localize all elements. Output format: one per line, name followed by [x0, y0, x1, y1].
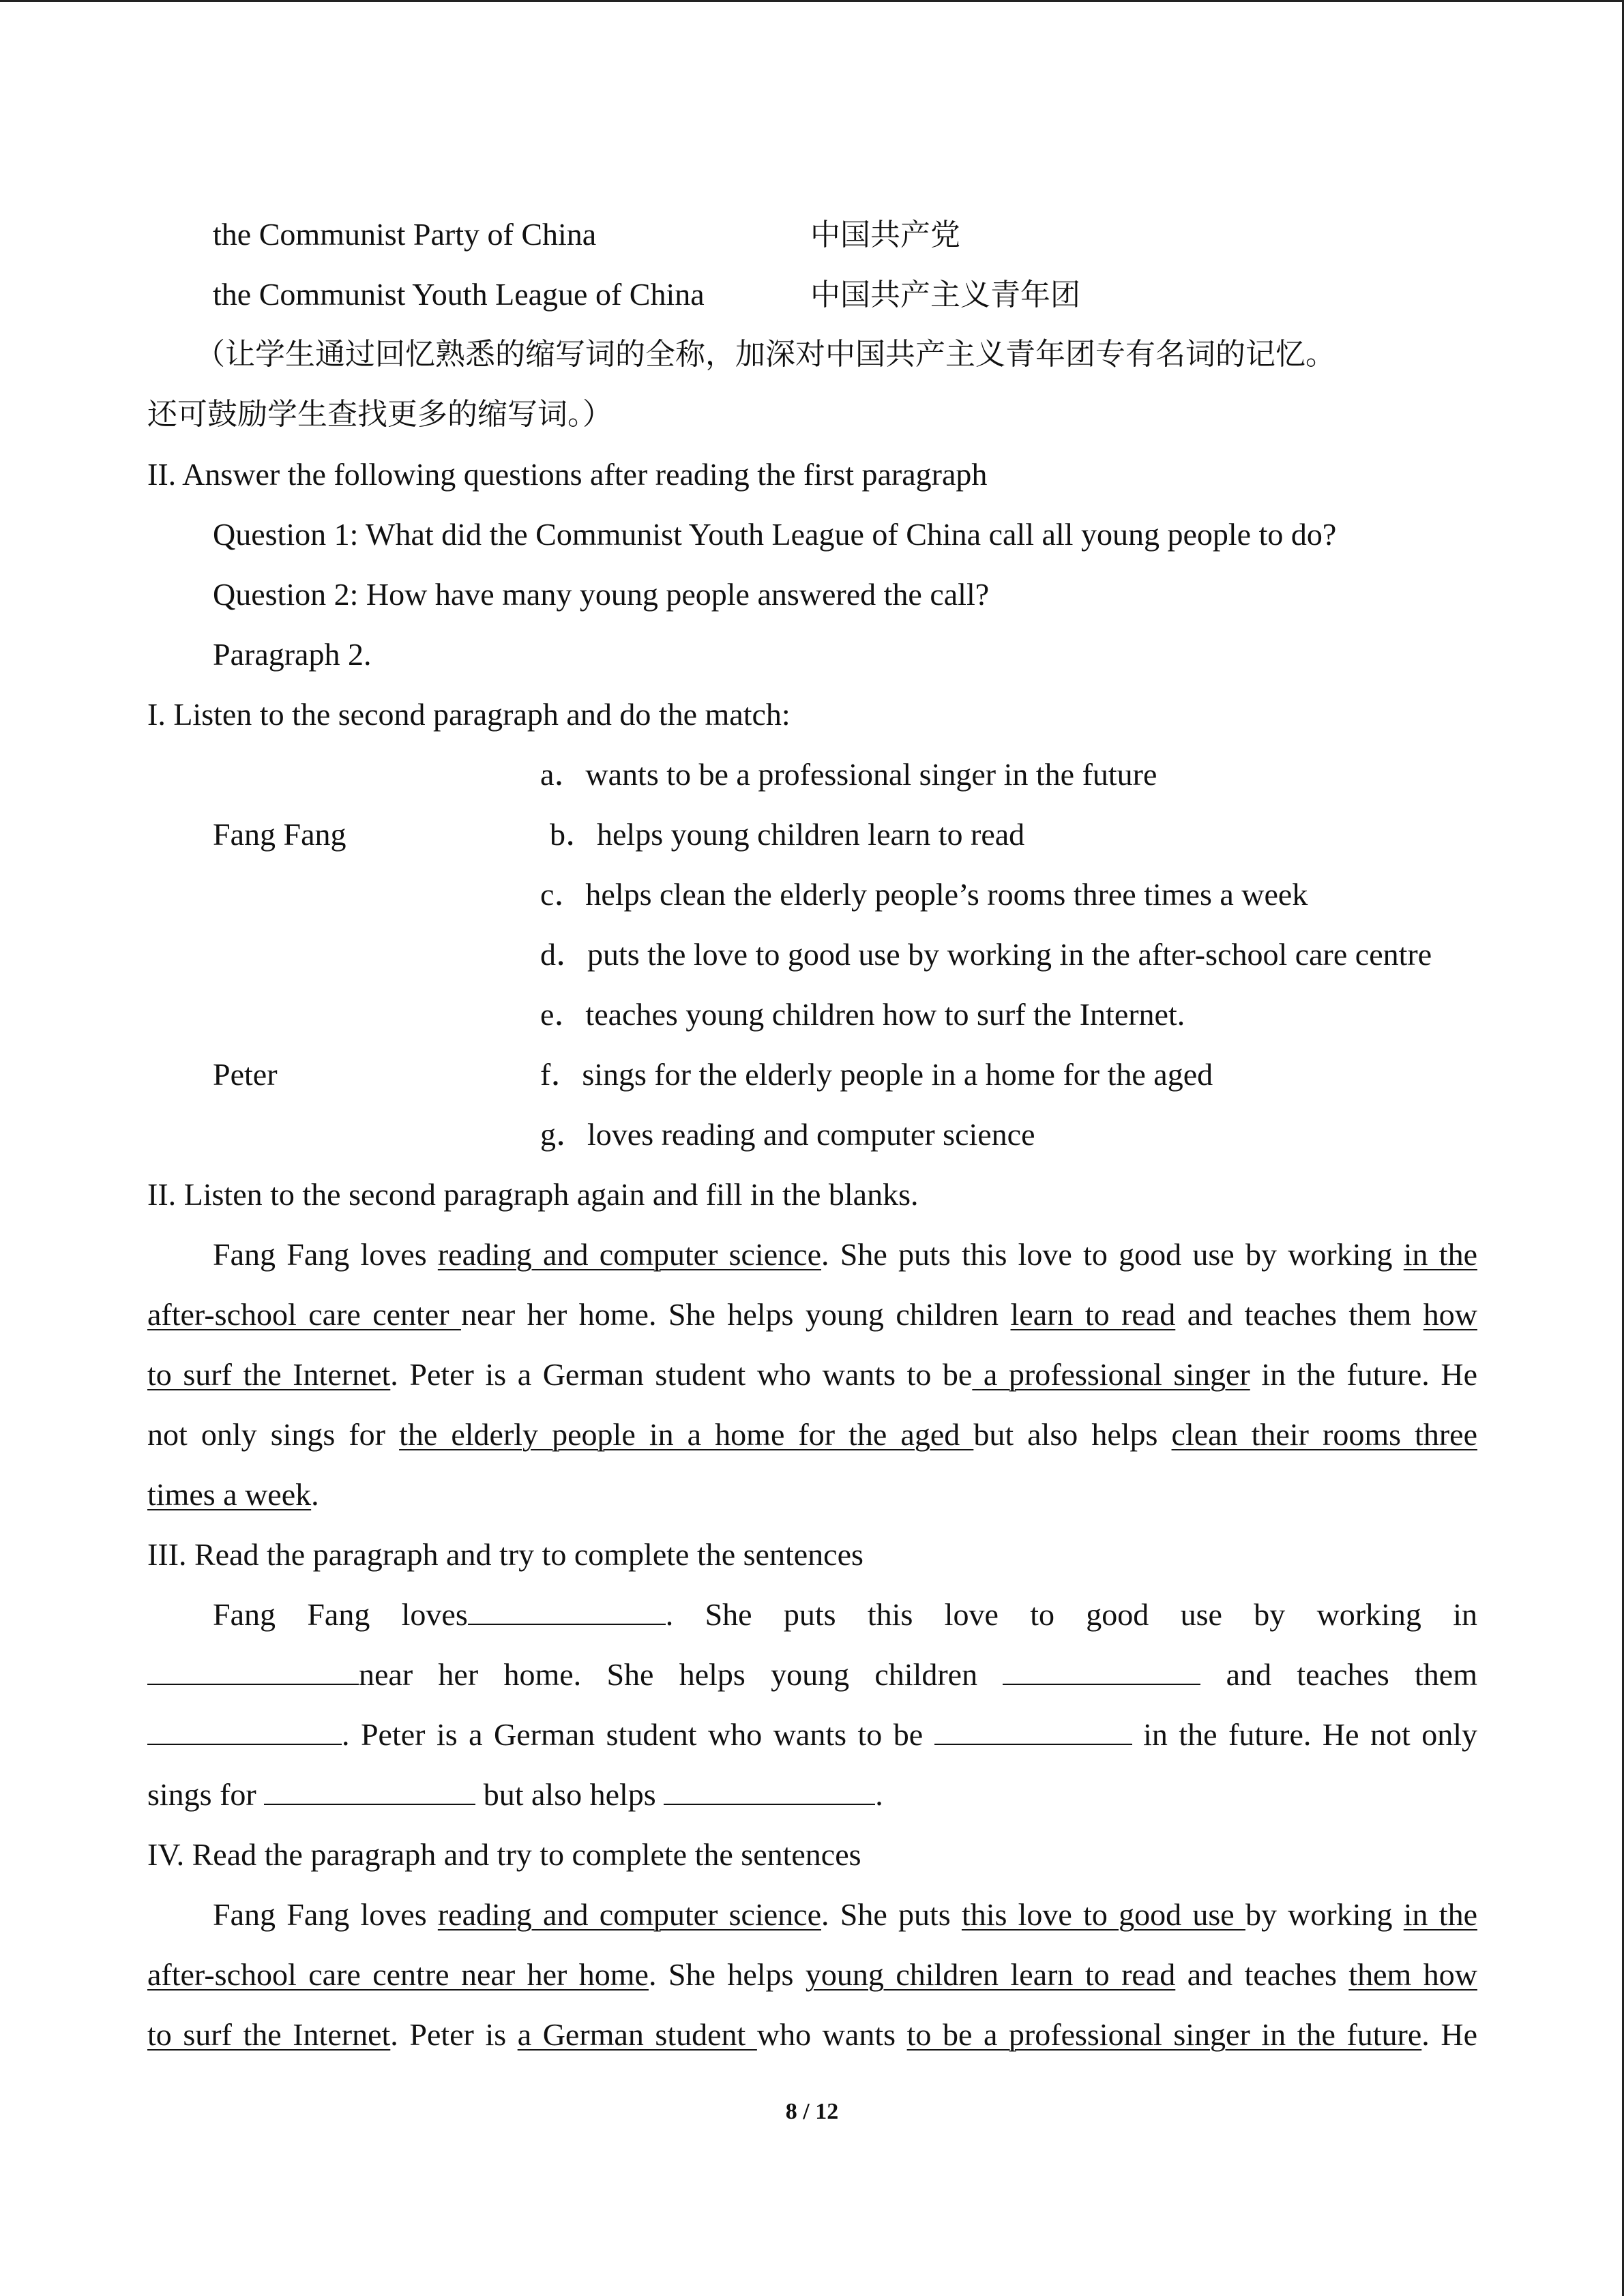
text: . She puts this love to good use by working in [665, 1597, 1477, 1632]
text: and teaches [1175, 1957, 1349, 1992]
match-option-c: c．helps clean the elderly people’s rooms three times a week [540, 877, 1308, 912]
answer-underline: in the [1403, 1897, 1477, 1932]
fill-line-2 [147, 1285, 1477, 1345]
text: . She helps [648, 1957, 806, 1992]
answer-underline: to be a professional singer in the future [906, 2017, 1422, 2052]
blank-line[interactable] [1003, 1656, 1200, 1685]
page-number: 8 / 12 [785, 2099, 839, 2124]
fill-line-5 [147, 1465, 1477, 1525]
match-option-f: f．sings for the elderly people in a home for the aged [540, 1057, 1213, 1092]
text: Fang Fang loves [213, 1597, 468, 1632]
match-row [147, 805, 1477, 865]
match-option-a: a．wants to be a professional singer in the future [540, 757, 1157, 792]
complete-line-1 [147, 1585, 1477, 1645]
document-page [147, 205, 1477, 2065]
match-row [147, 745, 1477, 805]
top-border [0, 0, 1624, 2]
complete-line-3 [147, 1705, 1477, 1765]
blank-line[interactable] [147, 1656, 359, 1685]
fill-line-3 [147, 1345, 1477, 1405]
text: . Peter is a German student who wants to be [342, 1717, 934, 1752]
answer-underline: young children learn to read [805, 1957, 1176, 1992]
blank-line[interactable] [934, 1716, 1132, 1745]
text: . [875, 1777, 883, 1812]
match-row [147, 925, 1477, 985]
match-row [147, 1045, 1477, 1105]
complete-line-4 [147, 1765, 1477, 1825]
abbr-cn: 中国共产主义青年团 [810, 278, 1080, 312]
match-title: I. Listen to the second paragraph and do the match: [147, 697, 791, 732]
match-name-fangfang: Fang Fang [213, 817, 346, 852]
answer-underline: a professional singer [972, 1357, 1250, 1392]
sec4-line-3 [147, 2005, 1477, 2065]
text: who wants [756, 2017, 907, 2052]
question-1: Question 1: What did the Communist Youth League of China call all young people to do? [213, 517, 1337, 552]
text: . [311, 1477, 319, 1512]
answer-underline: in the [1403, 1237, 1477, 1272]
section-iv-title: IV. Read the paragraph and try to complete the sentences [147, 1837, 861, 1872]
text: in the future. He not only [1132, 1717, 1477, 1752]
answer-underline: times a week [147, 1477, 312, 1512]
abbr-en: the Communist Party of China [213, 217, 597, 252]
question-2: Question 2: How have many young people answered the call? [213, 577, 990, 612]
answer-underline: after-school care center [147, 1297, 461, 1332]
abbr-en: the Communist Youth League of China [213, 277, 705, 312]
match-option-g: g．loves reading and computer science [540, 1117, 1035, 1152]
text: near her home. She helps young children [461, 1297, 1011, 1332]
answer-underline: reading and computer science [437, 1897, 821, 1932]
text: Fang Fang loves [213, 1897, 438, 1932]
complete-title: III. Read the paragraph and try to complete the sentences [147, 1537, 863, 1572]
fill-line-4 [147, 1405, 1477, 1465]
answer-underline: to surf the Internet [147, 1357, 391, 1392]
match-option-e: e．teaches young children how to surf the Internet. [540, 997, 1185, 1032]
answer-underline: them how [1348, 1957, 1477, 1992]
answer-underline: this love to good use [961, 1897, 1245, 1932]
text: . Peter is a German student who wants to be [390, 1357, 973, 1392]
match-option-d: d．puts the love to good use by working in the after-school care centre [540, 937, 1432, 972]
answer-underline: reading and computer science [437, 1237, 822, 1272]
note-line-2: 还可鼓励学生查找更多的缩写词。） [147, 397, 612, 432]
match-row [147, 985, 1477, 1045]
text: in the future. He [1250, 1357, 1478, 1392]
note-line-1: （让学生通过回忆熟悉的缩写词的全称，加深对中国共产主义青年团专有名词的记忆。 [195, 337, 1335, 372]
paragraph-label: Paragraph 2. [213, 637, 372, 672]
text: . She puts [821, 1897, 962, 1932]
abbr-row-2 [147, 265, 1477, 325]
match-row [147, 865, 1477, 925]
blank-line[interactable] [664, 1776, 875, 1805]
match-name-peter: Peter [213, 1057, 278, 1092]
answer-underline: the elderly people in a home for the aged [399, 1417, 974, 1452]
text: but also helps [973, 1417, 1172, 1452]
sec4-line-1 [147, 1885, 1477, 1945]
answer-underline: clean their rooms three [1171, 1417, 1478, 1452]
sec4-line-2 [147, 1945, 1477, 2005]
complete-line-2 [147, 1645, 1477, 1705]
text: by working [1245, 1897, 1404, 1932]
text: . He [1421, 2017, 1478, 2052]
text: not only sings for [147, 1417, 400, 1452]
fill-line-1 [147, 1225, 1477, 1285]
text: and teaches them [1200, 1657, 1477, 1692]
text: sings for [147, 1777, 265, 1812]
section-title: II. Answer the following questions after reading the first paragraph [147, 457, 988, 492]
text: . She puts this love to good use by working [821, 1237, 1404, 1272]
text: but also helps [475, 1777, 664, 1812]
blank-line[interactable] [147, 1716, 342, 1745]
match-row [147, 1105, 1477, 1165]
blank-line[interactable] [264, 1776, 475, 1805]
answer-underline: after-school care centre near her home [147, 1957, 649, 1992]
answer-underline: a German student [517, 2017, 757, 2052]
abbr-row-1 [147, 205, 1477, 265]
text: and teaches them [1175, 1297, 1423, 1332]
fill-title: II. Listen to the second paragraph again and fill in the blanks. [147, 1177, 919, 1212]
text: near her home. She helps young children [359, 1657, 1003, 1692]
answer-underline: learn to read [1010, 1297, 1176, 1332]
answer-underline: how [1423, 1297, 1477, 1332]
text: Fang Fang loves [213, 1237, 438, 1272]
match-option-b: b．helps young children learn to read [550, 817, 1025, 852]
text: . Peter is [390, 2017, 518, 2052]
blank-line[interactable] [468, 1596, 666, 1625]
abbr-cn: 中国共产党 [810, 218, 960, 252]
answer-underline: to surf the Internet [147, 2017, 391, 2052]
